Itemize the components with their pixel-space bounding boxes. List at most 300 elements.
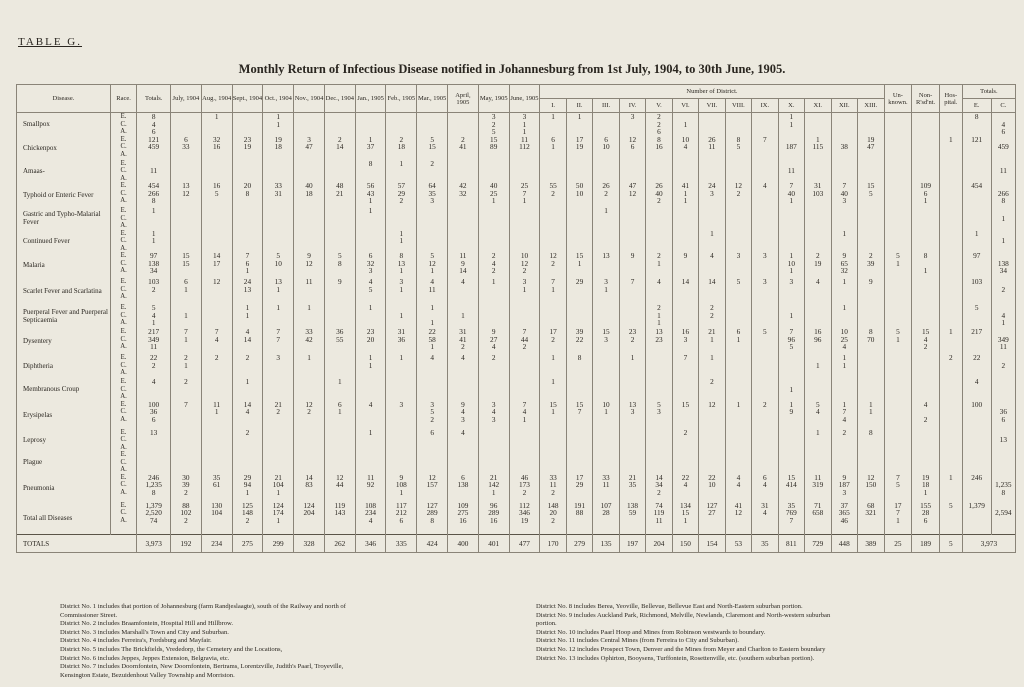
value-cell: 14 [672,278,698,304]
header-hospital: Hos-pital. [939,85,962,113]
value-cell [171,113,202,136]
value-cell: 349 11 [991,328,1015,354]
value-cell: 88 102 2 [171,502,202,535]
value-cell [324,160,355,183]
total-cell: 401 [478,535,509,553]
value-cell: 7 [619,278,645,304]
value-cell: 8 16 [646,136,672,160]
table-row [17,328,1016,354]
value-cell: 10 1 [593,401,619,429]
value-cell: 1 [294,304,325,328]
value-cell [646,160,672,183]
value-cell [263,378,294,401]
value-cell: 7 [171,401,202,429]
value-cell: 1 [805,354,831,378]
table-row [17,113,1016,136]
value-cell: 6 1 [171,278,202,304]
value-cell: 14 34 2 [646,474,672,502]
race-code: E. C. A. [110,401,136,429]
value-cell [884,378,912,401]
disease-name: Continued Fever [17,230,111,253]
district-note: District No. 11 includes Central Mines (from Ferreira to City and Suburban). [536,637,739,645]
value-cell [324,207,355,230]
header-month: Oct., 1904 [263,85,294,113]
value-cell: 15 1 [566,252,592,278]
value-cell: 1 [619,354,645,378]
value-cell: 7 4 1 [509,401,540,429]
value-cell [540,230,566,253]
value-cell: 2 [478,354,509,378]
value-cell [962,160,991,183]
total-cell: 335 [386,535,417,553]
value-cell [619,160,645,183]
value-cell: 1 [386,304,417,328]
value-cell: 9 [672,252,698,278]
value-cell: 1 [672,113,698,136]
table-row [17,354,1016,378]
value-cell [884,354,912,378]
value-cell: 15 3 [593,328,619,354]
value-cell [566,304,592,328]
value-cell: 3 [752,252,778,278]
disease-name: Puerperal Fever and Puerperal Septicaemia [17,304,111,328]
value-cell: 15 414 [778,474,804,502]
value-cell: 1 [448,304,479,328]
header-month: Jan., 1905 [355,85,386,113]
value-cell: 1 [831,304,857,328]
value-cell: 2,594 [991,502,1015,535]
value-cell: 1 [294,354,325,378]
value-cell: 3 [263,354,294,378]
value-cell [912,378,940,401]
value-cell: 17 19 [566,136,592,160]
value-cell: 11 319 [805,474,831,502]
value-cell: 4 [805,278,831,304]
disease-name: Typhoid or Enteric Fever [17,182,111,207]
value-cell [939,230,962,253]
header-month: April, 1905 [448,85,479,113]
table-row [17,451,1016,474]
total-cell: 275 [232,535,263,553]
value-cell [509,378,540,401]
value-cell: 1 [201,113,232,136]
value-cell: 1 [386,354,417,378]
total-cell: 170 [540,535,566,553]
value-cell: 4 [752,182,778,207]
value-cell: 6 1 [324,401,355,429]
value-cell: 4 [448,354,479,378]
value-cell [699,451,725,474]
district-note: District No. 10 includes Paarl Hoop and Mines from Robinson westwards to boundary. [536,628,766,636]
value-cell: 13 3 [619,401,645,429]
total-cell: 3,973 [137,535,171,553]
value-cell [672,378,698,401]
value-cell: 1 [540,113,566,136]
header-non-resident: Non-R'sd'nt. [912,85,940,113]
value-cell: 35 769 7 [778,502,804,535]
value-cell [171,207,202,230]
value-cell: 1 [725,401,751,429]
value-cell [294,429,325,452]
race-code: E. C. A. [110,252,136,278]
value-cell: 7 40 3 [831,182,857,207]
value-cell: 1 [805,429,831,452]
value-cell: 10 12 2 [509,252,540,278]
disease-name: Amaas- [17,160,111,183]
value-cell [478,160,509,183]
district-note: District No. 3 includes Marshall's Town and City and Suburban. [60,628,229,636]
value-cell [912,113,940,136]
value-cell: 9 [324,278,355,304]
value-cell [263,429,294,452]
value-cell: 1 10 1 [778,252,804,278]
header-district: IV. [619,99,645,113]
value-cell [752,304,778,328]
value-cell: 5 3 [646,401,672,429]
header-total-c: C. [991,99,1015,113]
value-cell: 2 18 [386,136,417,160]
value-cell [201,451,232,474]
value-cell: 1 [991,230,1015,253]
value-cell: 7 1 [171,328,202,354]
value-cell: 57 29 2 [386,182,417,207]
value-cell [478,378,509,401]
value-cell [566,378,592,401]
total-cell: 189 [912,535,940,553]
header-month: Feb., 1905 [386,85,417,113]
table-row [17,278,1016,304]
disease-name: Plague [17,451,111,474]
value-cell [831,378,857,401]
value-cell [593,230,619,253]
value-cell: 11 [294,278,325,304]
value-cell: 5 4 [805,401,831,429]
value-cell: 8 13 1 [386,252,417,278]
header-district: XII. [831,99,857,113]
table-row [17,304,1016,328]
value-cell: 4 [962,378,991,401]
value-cell [912,160,940,183]
value-cell [725,160,751,183]
value-cell [939,378,962,401]
value-cell: 1 1 [858,401,885,429]
value-cell: 2 [672,429,698,452]
value-cell: 56 43 1 [355,182,386,207]
value-cell: 12 2 [540,252,566,278]
value-cell: 22 58 1 [417,328,448,354]
value-cell: 4 [448,429,479,452]
header-district: X. [778,99,804,113]
header-month: Sept., 1904 [232,85,263,113]
value-cell [593,304,619,328]
value-cell [805,160,831,183]
value-cell [646,354,672,378]
value-cell: 9 108 1 [386,474,417,502]
value-cell [752,230,778,253]
value-cell [962,429,991,452]
header-district: XIII. [858,99,885,113]
value-cell: 8 70 [858,328,885,354]
value-cell: 31 41 2 [448,328,479,354]
value-cell: 14 83 [294,474,325,502]
value-cell [939,401,962,429]
race-code: E. C. A. [110,136,136,160]
value-cell: 6 4 [752,474,778,502]
value-cell [593,451,619,474]
value-cell: 2 [991,278,1015,304]
value-cell: 55 2 [540,182,566,207]
value-cell [858,113,885,136]
value-cell [386,429,417,452]
value-cell [699,160,725,183]
value-cell [939,451,962,474]
totals-label: TOTALS [17,535,137,553]
value-cell [778,451,804,474]
total-cell: 299 [263,535,294,553]
value-cell [858,304,885,328]
race-code: E. C. A. [110,354,136,378]
value-cell: 15 15 [171,252,202,278]
value-cell [201,230,232,253]
race-code: E. C. A. [110,113,136,136]
value-cell: 109 6 1 [912,182,940,207]
disease-name: Diphtheria [17,354,111,378]
value-cell: 41 12 [725,502,751,535]
value-cell [509,451,540,474]
value-cell: 17 7 1 [884,502,912,535]
value-cell: 5 8 [324,252,355,278]
value-cell: 15 89 [478,136,509,160]
value-cell [646,207,672,230]
header-month: Aug., 1904 [201,85,232,113]
value-cell [752,378,778,401]
value-cell [593,160,619,183]
value-cell: 23 2 [619,328,645,354]
value-cell [478,304,509,328]
value-cell [386,451,417,474]
value-cell: 1 1 [778,113,804,136]
value-cell: 1 1 [263,113,294,136]
value-cell: 134 15 1 [672,502,698,535]
value-cell: 3 2 5 [478,113,509,136]
value-cell [672,207,698,230]
value-cell: 6 1 [540,136,566,160]
value-cell: 38 [831,136,857,160]
total-cell: 234 [201,535,232,553]
value-cell: 3 [386,401,417,429]
disease-name: Chickenpox [17,136,111,160]
value-cell: 2 [831,429,857,452]
value-cell [509,304,540,328]
value-cell: 4 6 [991,113,1015,136]
total-cell: 53 [725,535,751,553]
header-district: VIII. [725,99,751,113]
value-cell: 7 6 1 [232,252,263,278]
header-race: Race. [110,85,136,113]
value-cell [417,207,448,230]
value-cell [324,304,355,328]
value-cell: 1 [540,354,566,378]
value-cell: 8 4 6 [137,113,171,136]
value-cell [962,207,991,230]
value-cell [991,378,1015,401]
value-cell [939,182,962,207]
value-cell: 9 12 [294,252,325,278]
value-cell [386,207,417,230]
value-cell [725,429,751,452]
value-cell [232,207,263,230]
value-cell: 7 5 [884,474,912,502]
value-cell [884,113,912,136]
value-cell: 6 10 [593,136,619,160]
value-cell [912,230,940,253]
table-row [17,401,1016,429]
value-cell: 13 1 [263,278,294,304]
value-cell: 155 28 6 [912,502,940,535]
value-cell [448,113,479,136]
value-cell: 3 1 [386,278,417,304]
value-cell [725,304,751,328]
value-cell: 3 4 3 [478,401,509,429]
value-cell [646,230,672,253]
value-cell: 4 14 [232,328,263,354]
header-district: VII. [699,99,725,113]
value-cell: 191 88 [566,502,592,535]
value-cell: 100 [962,401,991,429]
value-cell: 71 658 [805,502,831,535]
value-cell: 2 19 [805,252,831,278]
value-cell: 3 1 1 [509,113,540,136]
value-cell [619,207,645,230]
value-cell: 31 103 [805,182,831,207]
header-district: I. [540,99,566,113]
district-note: District No. 5 includes The Brickfields, Vrededorp, the Cemetery and the Locations, [60,645,283,653]
disease-name: Total all Diseases [17,502,111,535]
value-cell: 31 36 [386,328,417,354]
value-cell: 20 8 [232,182,263,207]
value-cell: 6 138 [448,474,479,502]
value-cell [355,230,386,253]
value-cell [884,230,912,253]
value-cell: 8 [355,160,386,183]
return-table-wrapper [16,84,1016,600]
value-cell [805,304,831,328]
value-cell: 1 [324,378,355,401]
value-cell: 1 [137,207,171,230]
value-cell: 33 11 2 [540,474,566,502]
value-cell [324,429,355,452]
value-cell [912,304,940,328]
value-cell [324,451,355,474]
value-cell: 8 1 [912,252,940,278]
value-cell [939,304,962,328]
value-cell: 459 [991,136,1015,160]
value-cell: 16 3 [672,328,698,354]
total-cell: 389 [858,535,885,553]
value-cell: 4 [699,252,725,278]
value-cell: 37 365 46 [831,502,857,535]
value-cell [478,207,509,230]
value-cell: 5 1 [884,328,912,354]
value-cell [939,252,962,278]
value-cell [939,207,962,230]
value-cell: 7 [752,136,778,160]
value-cell: 22 [962,354,991,378]
value-cell: 4 11 [417,278,448,304]
table-row [17,182,1016,207]
value-cell: 1 [699,230,725,253]
value-cell [939,160,962,183]
value-cell: 1,235 8 [991,474,1015,502]
value-cell [417,451,448,474]
value-cell [858,354,885,378]
value-cell [752,429,778,452]
value-cell: 2 [201,354,232,378]
total-cell: 192 [171,535,202,553]
disease-name: Malaria [17,252,111,278]
value-cell [991,451,1015,474]
table-row [17,252,1016,278]
value-cell: 6 33 [171,136,202,160]
district-note: Kensington Estate, Bezuidenhout Valley Township and Morriston. [60,671,235,679]
value-cell [858,207,885,230]
race-code: E. C. A. [110,429,136,452]
value-cell: 7 96 5 [778,328,804,354]
header-district: VI. [672,99,698,113]
header-month: Dec., 1904 [324,85,355,113]
value-cell: 1 1 [355,354,386,378]
value-cell: 23 20 [355,328,386,354]
value-cell [672,230,698,253]
value-cell: 3 1 [593,278,619,304]
value-cell: 23 19 [232,136,263,160]
total-cell: 204 [646,535,672,553]
value-cell: 7 44 2 [509,328,540,354]
value-cell: 2 41 [448,136,479,160]
value-cell: 1 [991,207,1015,230]
value-cell: 3 [725,252,751,278]
value-cell [752,207,778,230]
district-note: portion. [536,620,557,628]
table-row [17,378,1016,401]
value-cell [593,378,619,401]
header-district: III. [593,99,619,113]
total-cell: 729 [805,535,831,553]
value-cell [355,113,386,136]
value-cell [752,354,778,378]
value-cell: 17 29 [566,474,592,502]
value-cell [752,113,778,136]
value-cell: 1 [540,378,566,401]
value-cell: 12 [201,278,232,304]
value-cell [831,207,857,230]
value-cell: 11 [137,160,171,183]
value-cell: 1 [962,230,991,253]
value-cell: 8 [962,113,991,136]
value-cell: 4 4 [725,474,751,502]
value-cell [752,160,778,183]
header-month: Mar., 1905 [417,85,448,113]
header-number-of-district: Number of District. [540,85,884,99]
value-cell: 22 10 [699,474,725,502]
value-cell [294,113,325,136]
value-cell: 138 34 [991,252,1015,278]
value-cell: 1 [831,278,857,304]
value-cell: 7 7 [263,328,294,354]
value-cell [263,207,294,230]
value-cell [263,160,294,183]
value-cell: 26 2 [593,182,619,207]
